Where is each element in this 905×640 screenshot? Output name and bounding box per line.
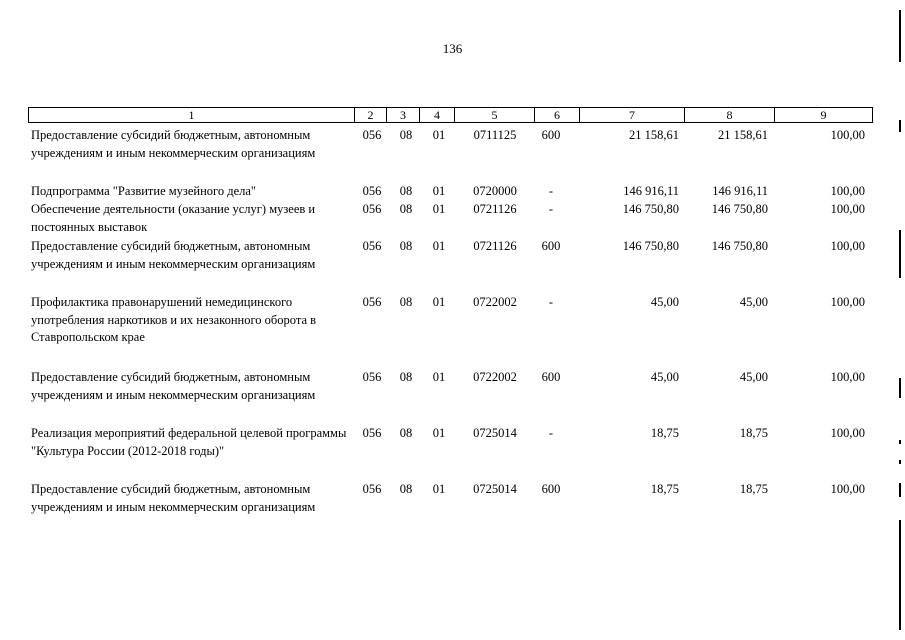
row-col-9: 100,00: [830, 184, 865, 198]
scan-mark: [899, 10, 901, 62]
row-col-5: 0721126: [473, 239, 517, 253]
scan-mark: [899, 230, 901, 278]
scan-mark: [899, 460, 901, 464]
row-col-6: 600: [541, 239, 561, 253]
row-col-4: 01: [432, 239, 446, 253]
row-col-6: -: [548, 426, 554, 440]
row-col-4: 01: [432, 295, 446, 309]
row-col-3: 08: [399, 295, 413, 309]
page-number: 136: [442, 41, 463, 56]
header-cell-5: 5: [454, 108, 534, 122]
header-cell-1: 1: [188, 108, 195, 122]
row-col-5: 0711125: [473, 128, 517, 142]
row-col-3: 08: [399, 239, 413, 253]
header-cell-7: 7: [579, 108, 684, 122]
header-cell-6: 6: [534, 108, 579, 122]
row-name: Обеспечение деятельности (оказание услуг) музеев и постоянных выставок: [31, 202, 316, 234]
scan-mark: [899, 440, 901, 444]
row-col-6: 600: [541, 128, 561, 142]
row-col-5: 0722002: [473, 295, 517, 309]
row-col-4: 01: [432, 482, 446, 496]
scan-mark: [899, 120, 901, 132]
row-col-5: 0725014: [473, 426, 517, 440]
row-col-2: 056: [362, 295, 382, 309]
row-col-5: 0725014: [473, 482, 517, 496]
row-col-8: 18,75: [739, 426, 768, 440]
row-col-2: 056: [362, 128, 382, 142]
row-col-7: 146 750,80: [622, 239, 679, 253]
header-cell-8: 8: [684, 108, 774, 122]
row-col-8: 45,00: [739, 370, 768, 384]
row-col-8: 146 750,80: [711, 202, 768, 216]
row-col-2: 056: [362, 184, 382, 198]
row-name: Подпрограмма "Развитие музейного дела": [31, 184, 257, 198]
row-col-3: 08: [399, 202, 413, 216]
header-cell-3: 3: [386, 108, 419, 122]
scan-mark: [899, 378, 901, 398]
row-col-9: 100,00: [830, 482, 865, 496]
row-col-5: 0721126: [473, 202, 517, 216]
row-col-3: 08: [399, 128, 413, 142]
row-col-4: 01: [432, 184, 446, 198]
row-col-7: 21 158,61: [629, 128, 679, 142]
row-col-9: 100,00: [830, 239, 865, 253]
row-col-2: 056: [362, 202, 382, 216]
header-cell-2: 2: [354, 108, 386, 122]
row-col-7: 18,75: [650, 482, 679, 496]
row-col-7: 146 916,11: [623, 184, 679, 198]
row-col-2: 056: [362, 426, 382, 440]
row-name: Предоставление субсидий бюджетным, автономным учреждениям и иным некоммерческим организациям: [31, 128, 316, 160]
row-col-9: 100,00: [830, 128, 865, 142]
row-col-9: 100,00: [830, 370, 865, 384]
row-col-5: 0722002: [473, 370, 517, 384]
row-col-4: 01: [432, 426, 446, 440]
row-col-7: 18,75: [650, 426, 679, 440]
row-col-4: 01: [432, 202, 446, 216]
row-col-3: 08: [399, 482, 413, 496]
row-col-2: 056: [362, 370, 382, 384]
row-col-7: 45,00: [650, 295, 679, 309]
row-name: Профилактика правонарушений немедицинского употребления наркотиков и их незаконного оборота в Ставропольском крае: [31, 295, 317, 344]
row-col-6: -: [548, 202, 554, 216]
row-name: Предоставление субсидий бюджетным, автономным учреждениям и иным некоммерческим организациям: [31, 370, 316, 402]
row-col-8: 146 916,11: [712, 184, 768, 198]
row-col-6: 600: [541, 370, 561, 384]
row-col-9: 100,00: [830, 202, 865, 216]
header-cell-4: 4: [419, 108, 454, 122]
row-col-3: 08: [399, 370, 413, 384]
row-col-2: 056: [362, 482, 382, 496]
row-name: Предоставление субсидий бюджетным, автономным учреждениям и иным некоммерческим организациям: [31, 239, 316, 271]
row-col-3: 08: [399, 426, 413, 440]
row-name: Предоставление субсидий бюджетным, автономным учреждениям и иным некоммерческим организациям: [31, 482, 316, 514]
row-col-9: 100,00: [830, 295, 865, 309]
row-col-8: 21 158,61: [718, 128, 768, 142]
row-col-8: 18,75: [739, 482, 768, 496]
row-col-6: -: [548, 295, 554, 309]
row-col-4: 01: [432, 370, 446, 384]
scan-mark: [899, 520, 901, 630]
row-col-9: 100,00: [830, 426, 865, 440]
row-col-8: 45,00: [739, 295, 768, 309]
row-col-8: 146 750,80: [711, 239, 768, 253]
row-col-6: 600: [541, 482, 561, 496]
row-col-7: 146 750,80: [622, 202, 679, 216]
row-col-4: 01: [432, 128, 446, 142]
header-cell-9: 9: [774, 108, 872, 122]
row-col-6: -: [548, 184, 554, 198]
row-col-5: 0720000: [473, 184, 517, 198]
row-name: Реализация мероприятий федеральной целевой программы "Культура России (2012-2018 годы)": [31, 426, 347, 458]
table-header: [28, 107, 873, 123]
row-col-3: 08: [399, 184, 413, 198]
scan-mark: [899, 483, 901, 497]
row-col-2: 056: [362, 239, 382, 253]
row-col-7: 45,00: [650, 370, 679, 384]
